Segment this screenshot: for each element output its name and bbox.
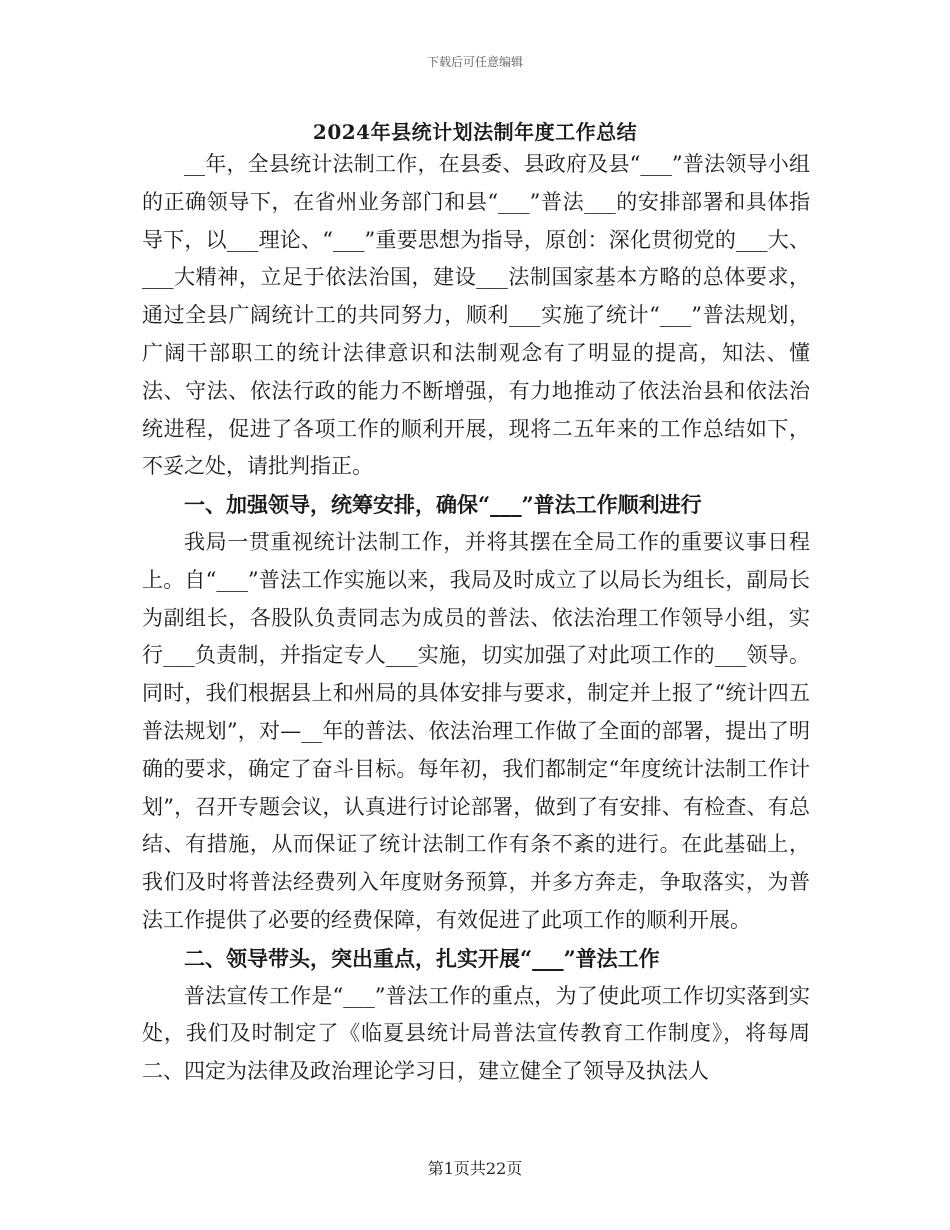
document-body: [142, 146, 810, 1091]
paragraph-intro: __年，全县统计法制工作，在县委、县政府及县“___”普法领导小组的正确领导下，在省州业务部门和县“___”普法___的安排部署和具体指导下，以___理论、“___”重要思想为指导，原创：深化贯彻党的___大、___大精神，立足于依法治国，建设___法制国家基本方略的总体要求，通过全县广阔统计工的共同努力，顺利___实施了统计“___”普法规划，广阔干部职工的统计法律意识和法制观念有了明显的提高，知法、懂法、守法、依法行政的能力不断增强，有力地推动了依法治县和依法治统进程，促进了各项工作的顺利开展，现将二五年来的工作总结如下，不妥之处，请批判指正。: [142, 152, 810, 479]
paragraph-section-2: 普法宣传工作是“___”普法工作的重点，为了使此项工作切实落到实处，我们及时制定了《临夏县统计局普法宣传教育工作制度》，将每周二、四定为法律及政治理论学习日，建立健全了领导及执法人: [142, 983, 810, 1084]
page-header: 下载后可任意编辑: [426, 55, 523, 69]
page-footer: 第1页共22页: [427, 1159, 523, 1178]
document-title: 2024年县统计划法制年度工作总结: [312, 120, 638, 144]
section-heading-2: 二、领导带头，突出重点，扎实开展“___”普法工作: [184, 945, 660, 971]
section-heading-1: 一、加强领导，统筹安排，确保“___”普法工作顺利进行: [184, 492, 702, 518]
paragraph-section-1: 我局一贯重视统计法制工作，并将其摆在全局工作的重要议事日程上。自“___”普法工作实施以来，我局及时成立了以局长为组长，副局长为副组长，各股队负责同志为成员的普法、依法治理工作领导小组，实行___负责制，并指定专人___实施，切实加强了对此项工作的___领导。同时，我们根据县上和州局的具体安排与要求，制定并上报了“统计四五普法规划”，对—__年的普法、依法治理工作做了全面的部署，提出了明确的要求，确定了奋斗目标。每年初，我们都制定“年度统计法制工作计划”，召开专题会议，认真进行讨论部署，做到了有安排、有检查、有总结、有措施，从而保证了统计法制工作有条不紊的进行。在此基础上，我们及时将普法经费列入年度财务预算，并多方奔走，争取落实，为普法工作提供了必要的经费保障，有效促进了此项工作的顺利开展。: [142, 529, 810, 932]
